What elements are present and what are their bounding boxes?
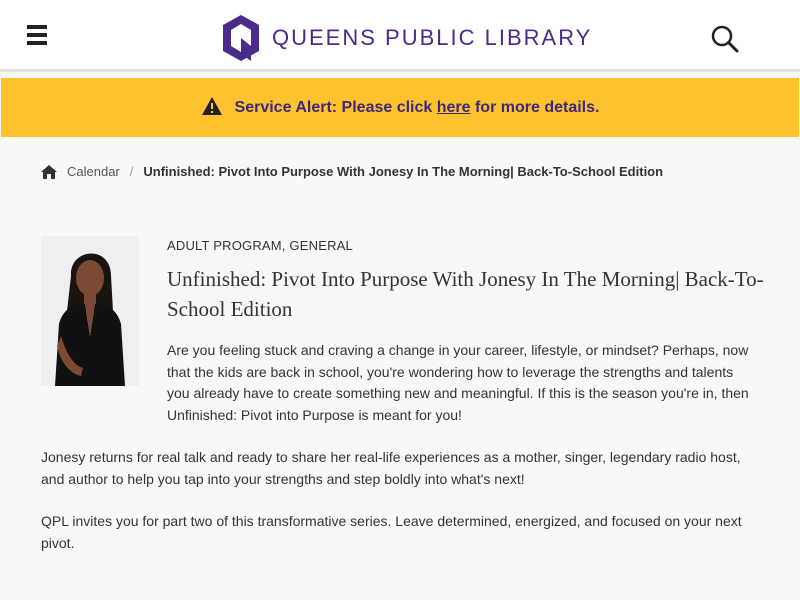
service-alert-banner [1,78,799,137]
event-description [41,340,753,575]
event-title: Unfinished: Pivot Into Purpose With Jonesy In The Morning| Back-To-School Edition [167,267,764,321]
service-alert-prefix: Service Alert: Please click [234,98,437,116]
breadcrumb [41,164,663,179]
library-logo-icon [222,14,260,62]
event-description-paragraph: Are you feeling stuck and craving a change in your career, lifestyle, or mindset? Perhaps, now that the kids are back in school, you're wondering how to leverage the strengths and talents you already have to create something new and meaningful. If this is the season you're in, then Unfinished: Pivot into Purpose is meant for you! [167,342,749,423]
main-content [1,138,799,600]
search-icon[interactable] [711,25,739,53]
hamburger-menu-icon[interactable] [27,25,47,47]
home-icon[interactable] [41,165,57,179]
event-category: ADULT PROGRAM, GENERAL [167,238,353,253]
library-logo[interactable] [222,14,592,62]
breadcrumb-separator: / [129,164,134,179]
service-alert-suffix: for more details. [470,98,600,116]
photo-wrap-spacer [41,340,167,410]
library-logo-text: QUEENS PUBLIC LIBRARY [272,25,593,50]
warning-icon [201,96,223,116]
breadcrumb-current-page: Unfinished: Pivot Into Purpose With Jonesy In The Morning| Back-To-School Edition [143,164,664,179]
breadcrumb-calendar-link[interactable]: Calendar [67,164,120,179]
event-description-paragraph: Jonesy returns for real talk and ready to share her real-life experiences as a mother, singer, legendary radio host, and author to help you tap into your strengths and step boldly into what's next! [41,449,741,487]
event-description-paragraph: QPL invites you for part two of this transformative series. Leave determined, energized, and focused on your next pivot. [41,513,742,551]
service-alert-text [235,99,600,117]
service-alert-link[interactable]: here [436,98,471,116]
site-header [0,0,800,72]
